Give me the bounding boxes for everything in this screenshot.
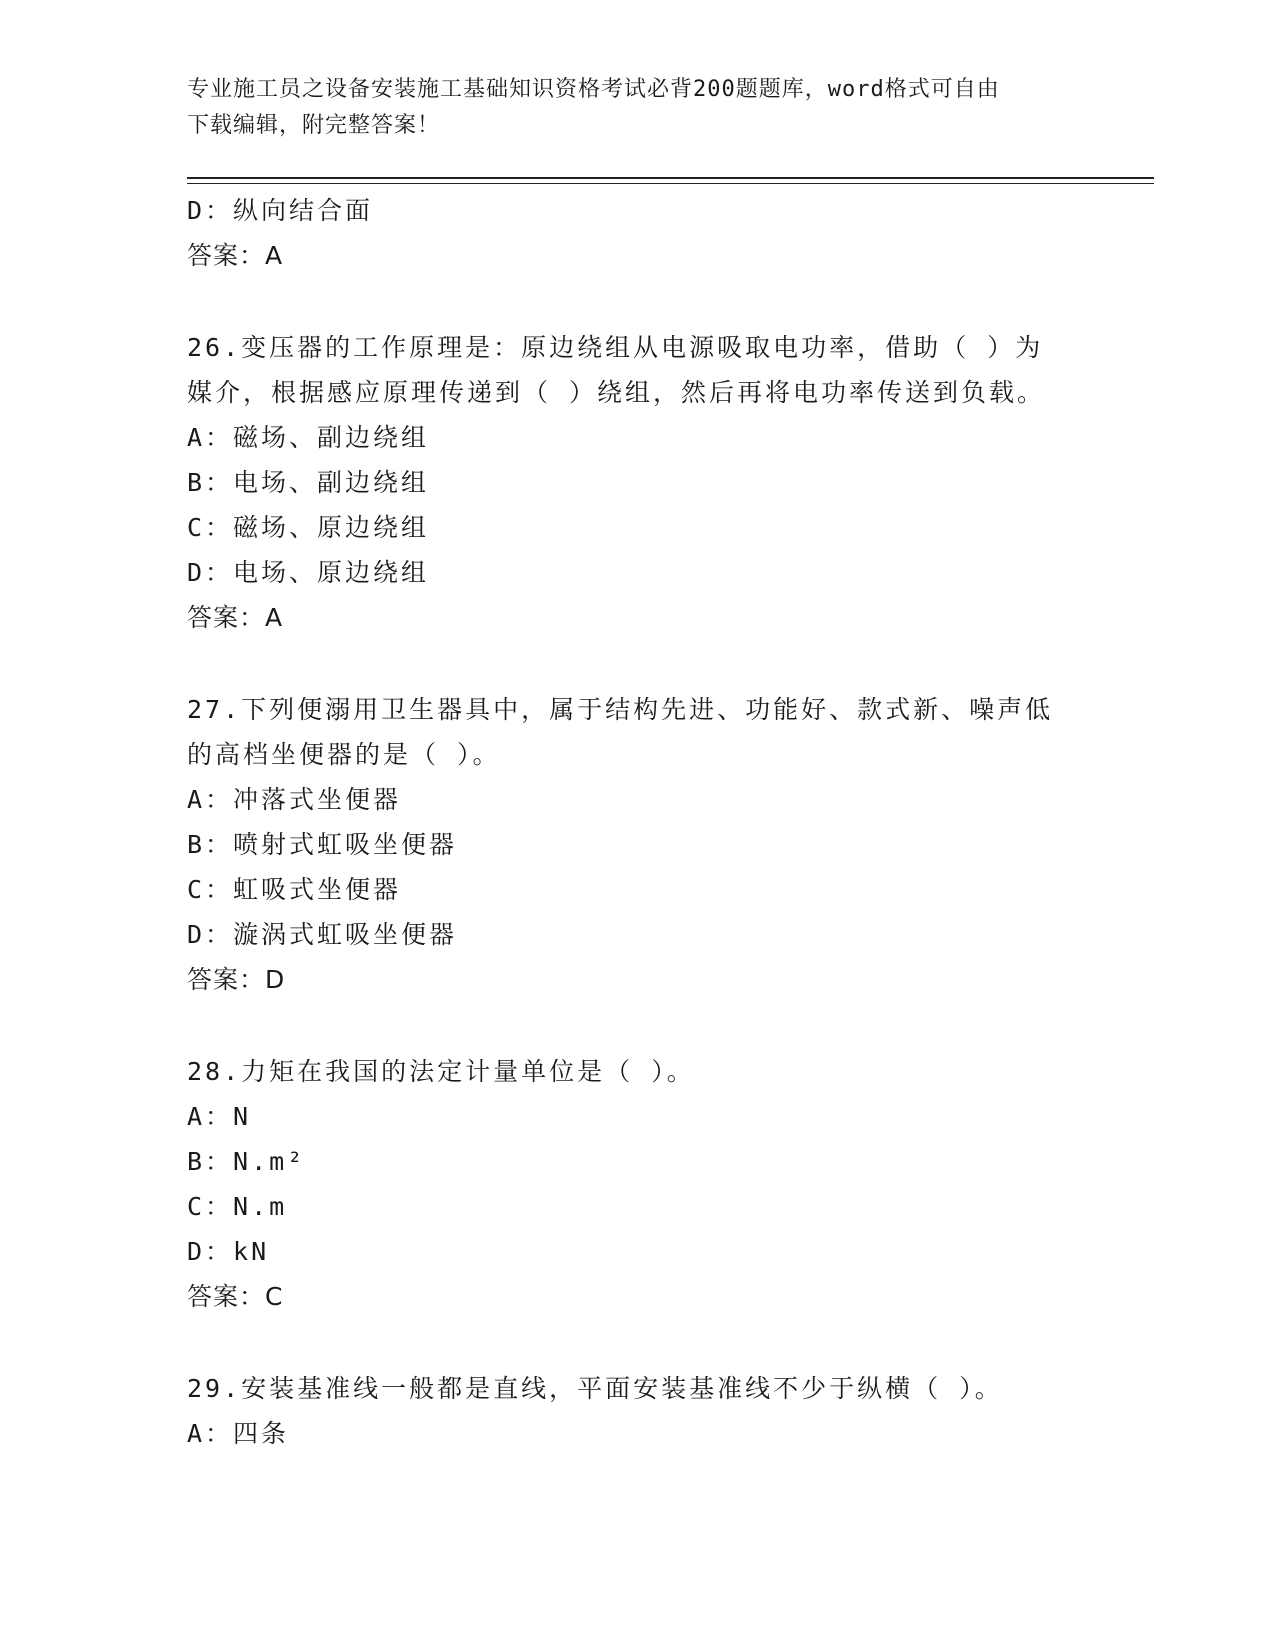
option-d: D：纵向结合面 — [187, 196, 374, 225]
option-d: D：电场、原边绕组 — [187, 558, 430, 587]
option-d: D：kN — [187, 1237, 270, 1266]
question-27 — [187, 687, 1147, 1002]
answer: 答案：C — [187, 1282, 284, 1311]
question-stem-line: 28.力矩在我国的法定计量单位是（ ）。 — [187, 1057, 695, 1086]
question-list — [187, 188, 1147, 1456]
question-29 — [187, 1366, 1147, 1456]
question-28 — [187, 1049, 1147, 1319]
question-stem-line: 29.安装基准线一般都是直线，平面安装基准线不少于纵横（ ）。 — [187, 1374, 1003, 1403]
option-c: C：N.m — [187, 1192, 288, 1221]
option-c: C：虹吸式坐便器 — [187, 875, 402, 904]
document-header — [187, 72, 1087, 144]
header-rule-thin — [187, 183, 1154, 184]
answer: 答案：A — [187, 241, 284, 270]
previous-question-tail — [187, 188, 1147, 278]
question-stem-line: 媒介，根据感应原理传递到（ ）绕组，然后再将电功率传送到负载。 — [187, 378, 1046, 407]
header-rule-thick — [187, 177, 1154, 179]
header-line-2: 下载编辑，附完整答案！ — [187, 113, 441, 138]
option-a: A：N — [187, 1102, 252, 1131]
question-stem-line: 27.下列便溺用卫生器具中，属于结构先进、功能好、款式新、噪声低 — [187, 695, 1054, 724]
option-d: D：漩涡式虹吸坐便器 — [187, 920, 458, 949]
option-a: A：冲落式坐便器 — [187, 785, 402, 814]
question-stem-line: 26.变压器的工作原理是：原边绕组从电源吸取电功率，借助（ ）为 — [187, 333, 1044, 362]
option-b: B：喷射式虹吸坐便器 — [187, 830, 458, 859]
option-c: C：磁场、原边绕组 — [187, 513, 430, 542]
question-26 — [187, 325, 1147, 640]
question-stem-line: 的高档坐便器的是（ ）。 — [187, 740, 501, 769]
header-line-1: 专业施工员之设备安装施工基础知识资格考试必背200题题库，word格式可自由 — [187, 77, 1000, 102]
answer: 答案：D — [187, 965, 286, 994]
answer: 答案：A — [187, 603, 284, 632]
option-a: A：磁场、副边绕组 — [187, 423, 430, 452]
option-b: B：N.m² — [187, 1147, 306, 1176]
option-b: B：电场、副边绕组 — [187, 468, 430, 497]
option-a: A：四条 — [187, 1419, 290, 1448]
